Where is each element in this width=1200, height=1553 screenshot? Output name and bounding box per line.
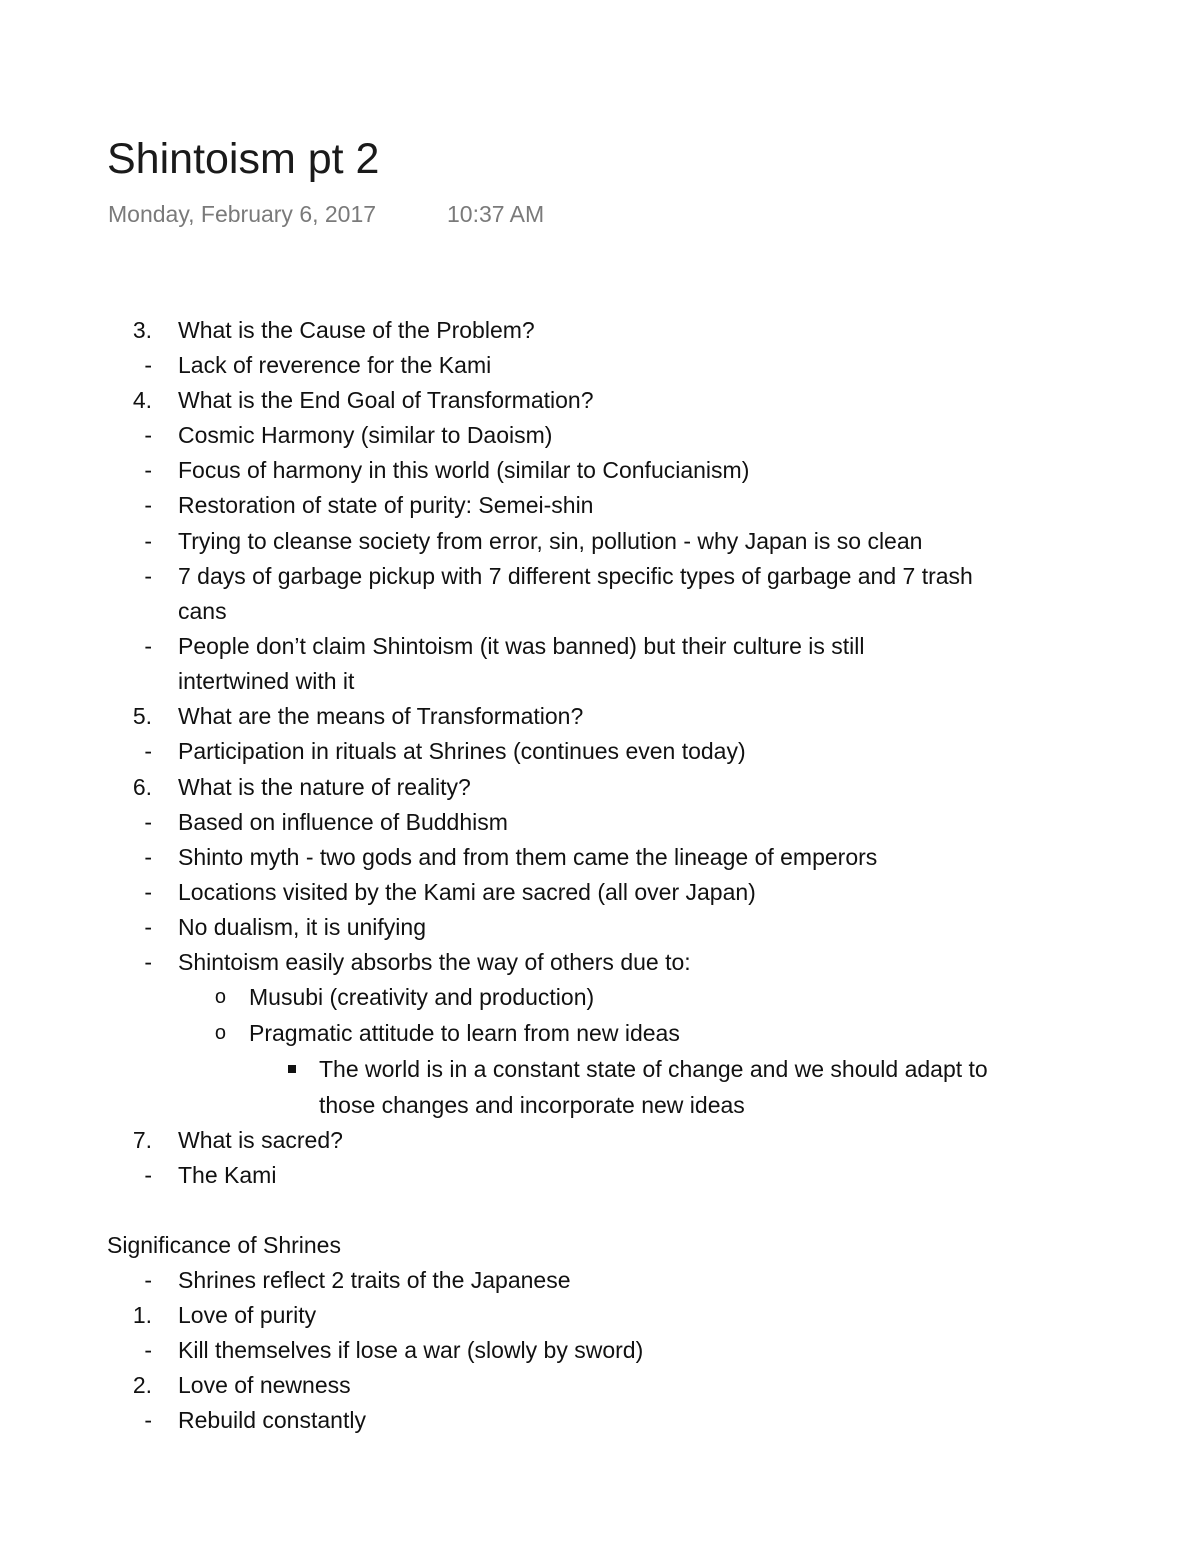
dash-bullet: - — [144, 352, 152, 378]
answer-text: Locations visited by the Kami are sacred (all over Japan) — [178, 879, 756, 905]
list-item — [0, 1333, 1200, 1368]
dash-bullet: - — [144, 1267, 152, 1293]
dash-bullet: - — [144, 809, 152, 835]
answer-text: 7 days of garbage pickup with 7 different specific types of garbage and 7 trash — [178, 563, 973, 589]
dash-bullet: - — [144, 1162, 152, 1188]
note-time: 10:37 AM — [447, 201, 545, 227]
dash-bullet: - — [144, 738, 152, 764]
list-item — [0, 840, 1200, 875]
list-item — [0, 910, 1200, 945]
question-text: What is the Cause of the Problem? — [178, 317, 535, 343]
list-item — [0, 945, 1200, 980]
list-number: 5. — [132, 703, 152, 729]
question-text: What is the nature of reality? — [178, 774, 471, 800]
square-bullet-icon — [256, 1052, 296, 1087]
dash-bullet: - — [144, 563, 152, 589]
note-date: Monday, February 6, 2017 — [108, 201, 377, 227]
question-text: What are the means of Transformation? — [178, 703, 584, 729]
list-item-trait-1 — [0, 1298, 1200, 1333]
dash-bullet: - — [144, 633, 152, 659]
list-number: 3. — [132, 317, 152, 343]
sub-sub-answer-text: The world is in a constant state of change and we should adapt to — [319, 1056, 988, 1082]
dash-bullet: - — [144, 457, 152, 483]
list-item — [0, 629, 1200, 664]
circle-bullet-icon: o — [214, 986, 226, 1008]
sub-list-item — [0, 1016, 1200, 1051]
circle-bullet-icon: o — [214, 1022, 226, 1044]
answer-text: Rebuild constantly — [178, 1407, 366, 1433]
dash-bullet: - — [144, 422, 152, 448]
list-item — [0, 875, 1200, 910]
answer-text: Based on influence of Buddhism — [178, 809, 508, 835]
answer-text: Trying to cleanse society from error, sin, pollution - why Japan is so clean — [178, 528, 923, 554]
list-item — [0, 348, 1200, 383]
list-item — [0, 1403, 1200, 1438]
list-item-continuation — [0, 664, 1200, 699]
sub-sub-list-item — [0, 1052, 1200, 1087]
list-item-q6 — [0, 770, 1200, 805]
list-item — [0, 524, 1200, 559]
trait-text: Love of newness — [178, 1372, 351, 1398]
list-item-q7 — [0, 1123, 1200, 1158]
dash-bullet: - — [144, 1407, 152, 1433]
list-item-q4 — [0, 383, 1200, 418]
answer-text: intertwined with it — [178, 668, 355, 694]
dash-bullet: - — [144, 914, 152, 940]
dash-bullet: - — [144, 1337, 152, 1363]
answer-text: Shinto myth - two gods and from them came the lineage of emperors — [178, 844, 878, 870]
list-number: 6. — [132, 774, 152, 800]
list-number: 4. — [132, 387, 152, 413]
answer-text: No dualism, it is unifying — [178, 914, 426, 940]
section-heading — [0, 1228, 1200, 1263]
dash-bullet: - — [144, 879, 152, 905]
sub-answer-text: Musubi (creativity and production) — [249, 984, 595, 1010]
dash-bullet: - — [144, 528, 152, 554]
answer-text: cans — [178, 598, 227, 624]
answer-text: Participation in rituals at Shrines (continues even today) — [178, 738, 746, 764]
sub-sub-answer-text: those changes and incorporate new ideas — [319, 1092, 745, 1118]
answer-text: Shintoism easily absorbs the way of others due to: — [178, 949, 691, 975]
answer-text: Shrines reflect 2 traits of the Japanese — [178, 1267, 571, 1293]
list-item — [0, 488, 1200, 523]
list-item-q3 — [0, 313, 1200, 348]
trait-text: Love of purity — [178, 1302, 317, 1328]
list-number: 2. — [132, 1372, 152, 1398]
sub-answer-text: Pragmatic attitude to learn from new ideas — [249, 1020, 680, 1046]
list-item — [0, 418, 1200, 453]
list-item-continuation — [0, 594, 1200, 629]
answer-text: Cosmic Harmony (similar to Daoism) — [178, 422, 553, 448]
list-item — [0, 559, 1200, 594]
list-number: 7. — [132, 1127, 152, 1153]
answer-text: Lack of reverence for the Kami — [178, 352, 492, 378]
list-item — [0, 805, 1200, 840]
answer-text: Restoration of state of purity: Semei-shin — [178, 492, 594, 518]
dash-bullet: - — [144, 492, 152, 518]
answer-text: Focus of harmony in this world (similar to Confucianism) — [178, 457, 750, 483]
sub-list-item — [0, 980, 1200, 1015]
list-item-q5 — [0, 699, 1200, 734]
list-item — [0, 1263, 1200, 1298]
list-item — [0, 453, 1200, 488]
dash-bullet: - — [144, 949, 152, 975]
list-item — [0, 734, 1200, 769]
note-title: Shintoism pt 2 — [107, 135, 380, 183]
answer-text: The Kami — [178, 1162, 277, 1188]
list-number: 1. — [132, 1302, 152, 1328]
answer-text: People don’t claim Shintoism (it was banned) but their culture is still — [178, 633, 865, 659]
dash-bullet: - — [144, 844, 152, 870]
question-text: What is the End Goal of Transformation? — [178, 387, 594, 413]
sub-sub-list-item-continuation — [0, 1088, 1200, 1123]
list-item — [0, 1158, 1200, 1193]
answer-text: Kill themselves if lose a war (slowly by sword) — [178, 1337, 644, 1363]
shrines-heading: Significance of Shrines — [107, 1232, 341, 1258]
question-text: What is sacred? — [178, 1127, 343, 1153]
list-item-trait-2 — [0, 1368, 1200, 1403]
